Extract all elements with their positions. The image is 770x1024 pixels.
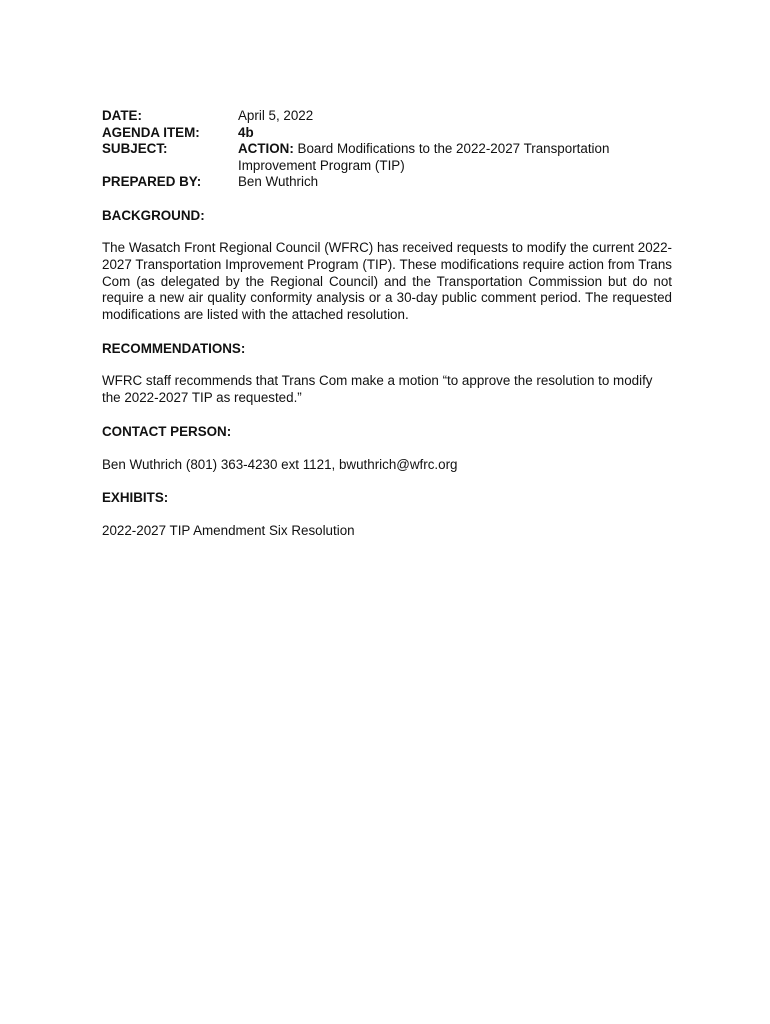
background-heading: BACKGROUND:: [102, 207, 205, 223]
agenda-item-value: 4b: [238, 124, 254, 140]
subject-value: Board Modifications to the 2022-2027 Transportation Improvement Program (TIP): [238, 141, 610, 173]
memo-page: [102, 108, 672, 540]
recommendations-heading: RECOMMENDATIONS:: [102, 340, 246, 356]
contact-person-text: Ben Wuthrich (801) 363-4230 ext 1121, bwuthrich@wfrc.org: [102, 456, 458, 472]
date-row: [102, 108, 672, 125]
exhibits-heading: EXHIBITS:: [102, 490, 169, 506]
prepared-by-row: [102, 174, 672, 191]
contact-person-heading: CONTACT PERSON:: [102, 424, 232, 440]
date-label: DATE:: [102, 108, 142, 123]
subject-label: SUBJECT:: [102, 141, 168, 156]
background-text: The Wasatch Front Regional Council (WFRC) has received requests to modify the current 2022-2027 Transportation Improvement Program (TIP). These modifications require action from Trans Com (as delegated by the Regional Council) and the Transportation Commission but do not require a new air quality conformity analysis or a 30-day public comment period. The requested modifications are listed with the attached resolution.: [102, 240, 672, 323]
agenda-item-row: [102, 125, 672, 142]
memo-header: [102, 108, 672, 191]
date-value: April 5, 2022: [238, 108, 314, 123]
subject-action-label: ACTION:: [238, 141, 294, 156]
subject-row: [102, 141, 672, 174]
agenda-item-label: AGENDA ITEM:: [102, 124, 200, 140]
subject-value-block: [238, 141, 672, 174]
exhibits-text: 2022-2027 TIP Amendment Six Resolution: [102, 522, 355, 538]
recommendations-text: WFRC staff recommends that Trans Com make a motion “to approve the resolution to modify the 2022-2027 TIP as requested.”: [102, 373, 653, 406]
prepared-by-label: PREPARED BY:: [102, 174, 202, 189]
prepared-by-value: Ben Wuthrich: [238, 174, 319, 189]
